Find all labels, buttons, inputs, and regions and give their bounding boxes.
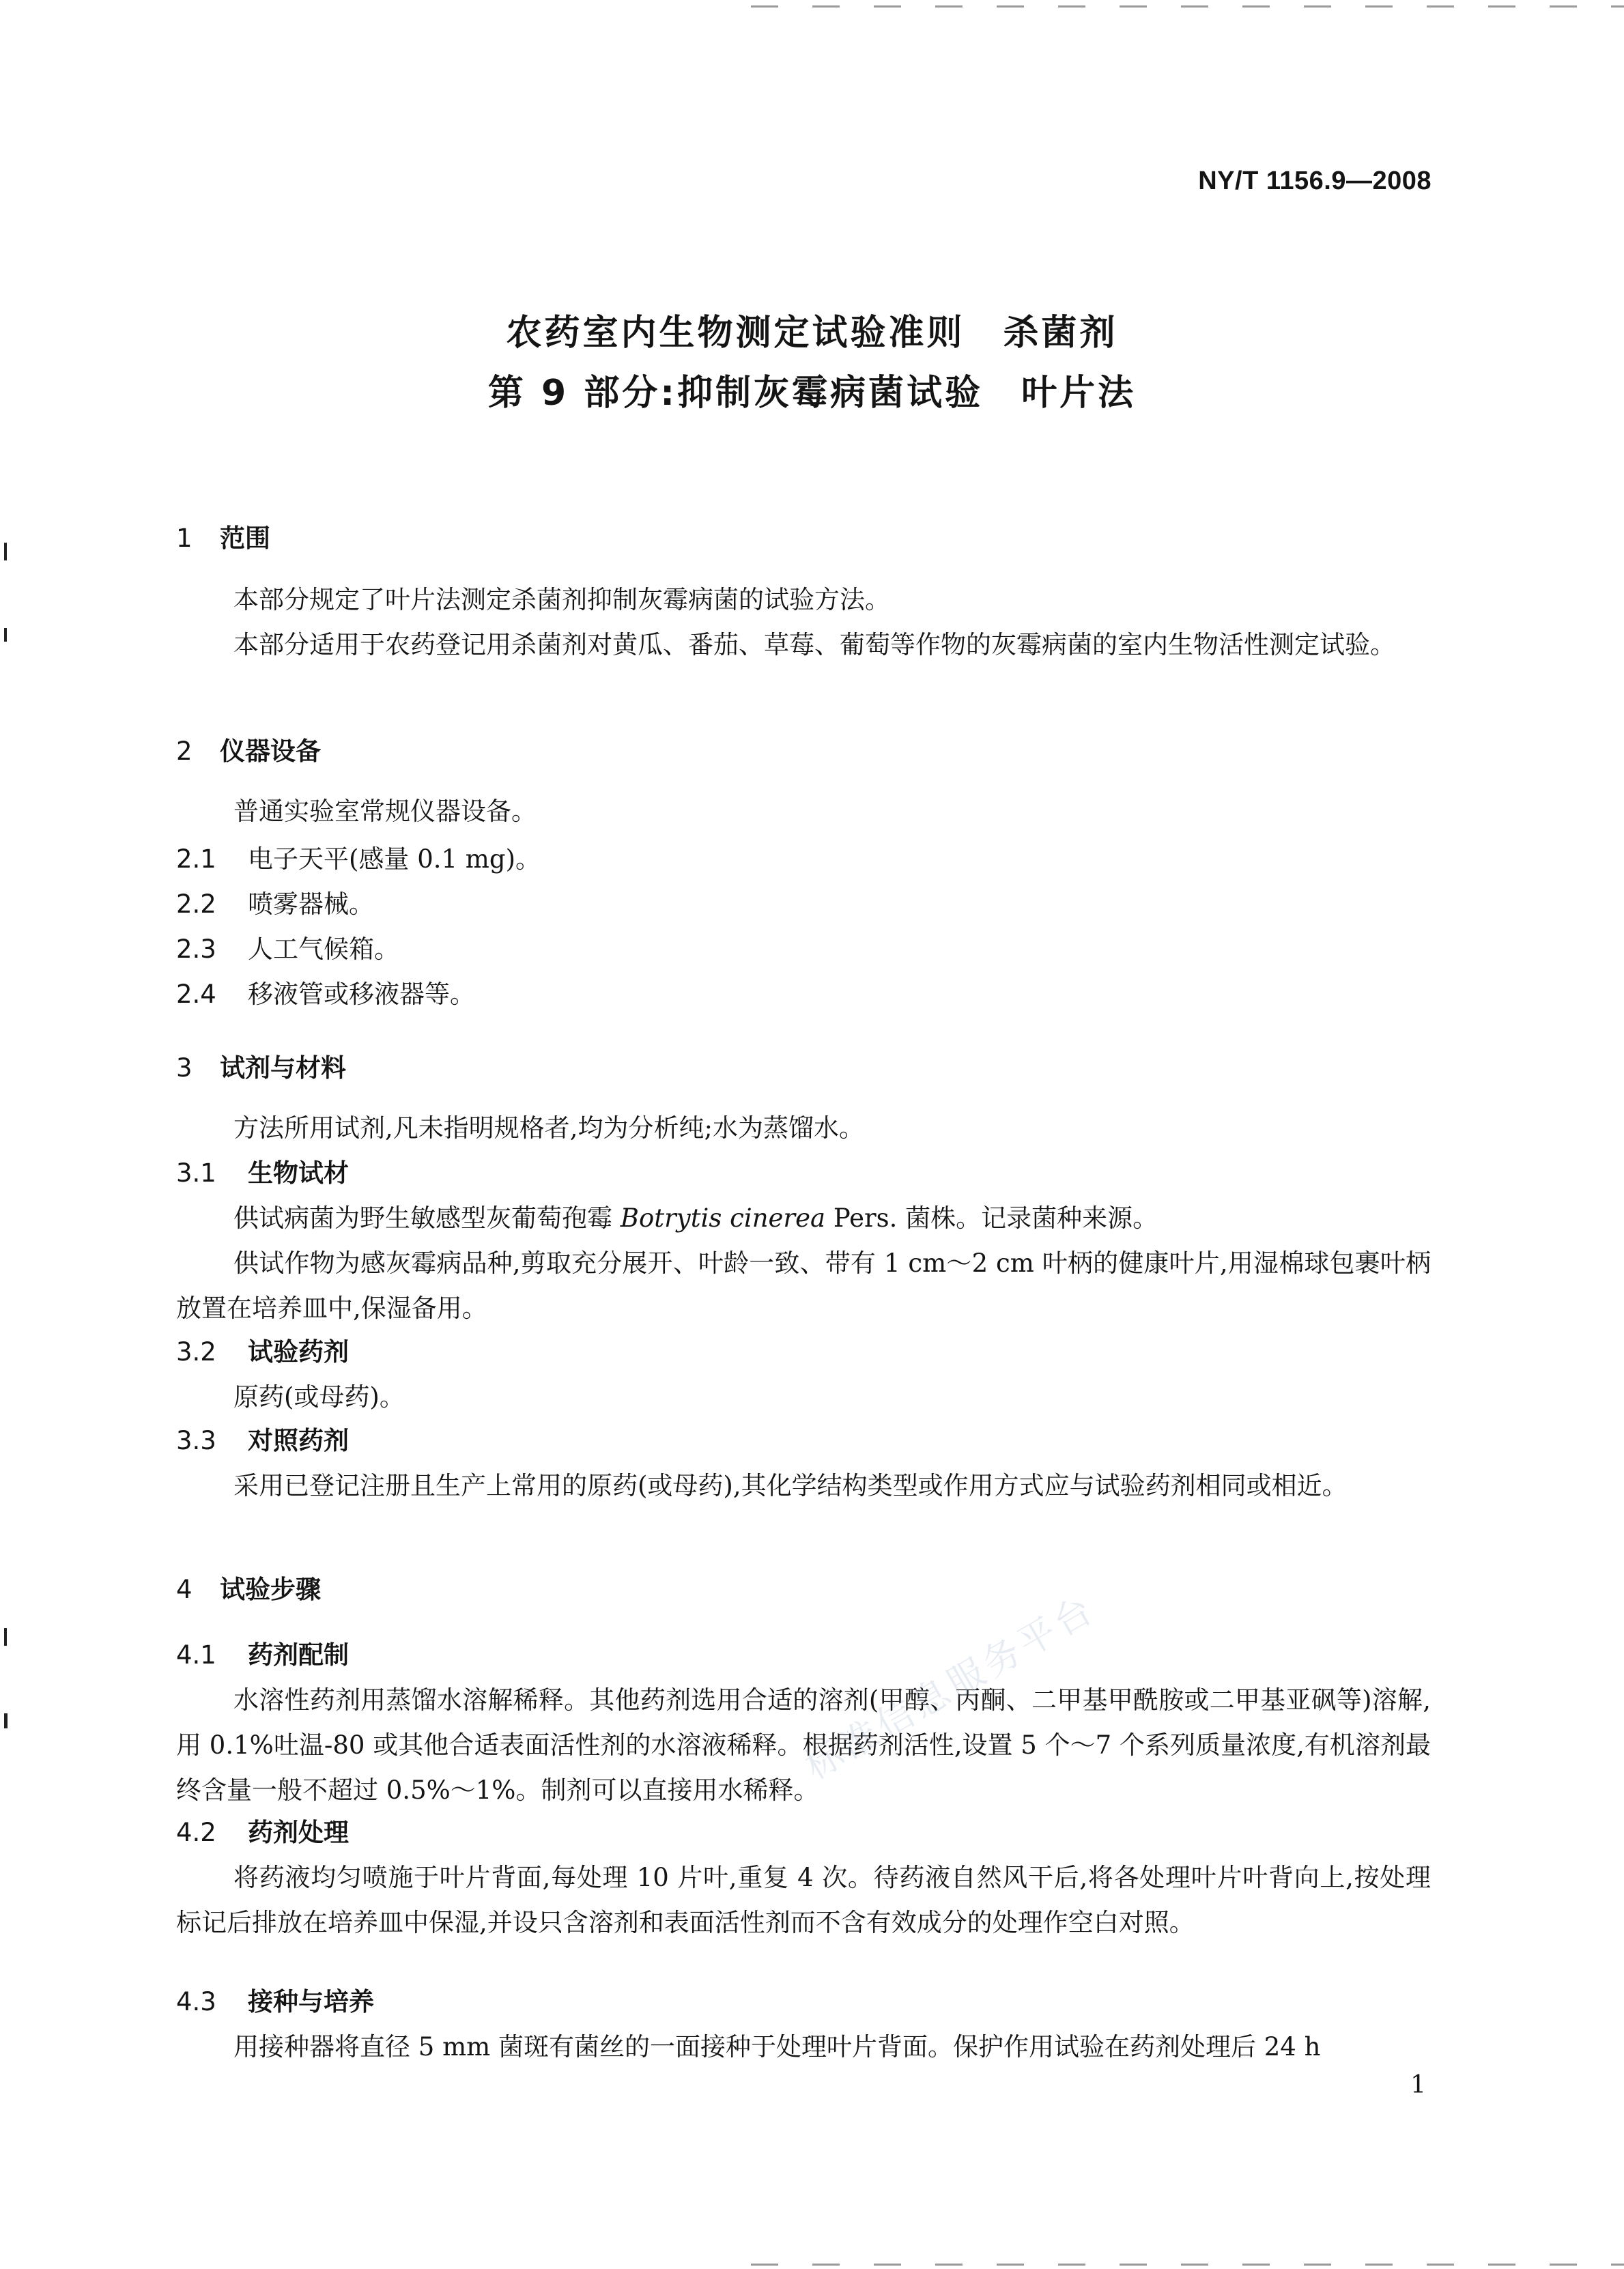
paragraph: 采用已登记注册且生产上常用的原药(或母药),其化学结构类型或作用方式应与试验药剂相同或相近。 xyxy=(233,1471,1348,1500)
paragraph: 将药液均匀喷施于叶片背面,每处理 10 片叶,重复 4 次。待药液自然风干后,将各处理叶片叶背向上,按处理标记后排放在培养皿中保湿,并设只含溶剂和表面活性剂而不含有效成分的处理作空白对照。 xyxy=(176,1863,1431,1937)
scan-margin-mark xyxy=(4,543,7,560)
scan-margin-mark xyxy=(4,628,7,642)
section-heading-1: 1 范围 xyxy=(176,524,270,553)
list-item: 2.1 电子天平(感量 0.1 mg)。 xyxy=(176,844,541,874)
scan-edge-marks xyxy=(751,5,1624,8)
document-title-line-1 xyxy=(0,313,1624,354)
scan-edge-marks xyxy=(751,2264,1624,2266)
paragraph: 普通实验室常规仪器设备。 xyxy=(233,797,537,826)
paragraph: 用接种器将直径 5 mm 菌斑有菌丝的一面接种于处理叶片背面。保护作用试验在药剂处理后 24 h xyxy=(233,2032,1321,2061)
watermark: 标准信息服务平台 xyxy=(797,1586,1103,1788)
section-heading-3: 3 试剂与材料 xyxy=(176,1053,346,1083)
title-main: 农药室内生物测定试验准则 xyxy=(506,313,965,354)
scan-margin-mark xyxy=(4,1628,7,1646)
paragraph: 原药(或母药)。 xyxy=(233,1382,405,1412)
scan-margin-mark xyxy=(4,1713,8,1728)
title-category: 杀菌剂 xyxy=(1003,313,1118,354)
subsection-heading-4-2: 4.2 药剂处理 xyxy=(176,1818,349,1847)
list-item: 2.3 人工气候箱。 xyxy=(176,934,399,964)
section-heading-4: 4 试验步骤 xyxy=(176,1575,321,1604)
standard-code: NY/T 1156.9—2008 xyxy=(1198,167,1431,195)
paragraph: 本部分适用于农药登记用杀菌剂对黄瓜、番茄、草莓、葡萄等作物的灰霉病菌的室内生物活性测定试验。 xyxy=(233,630,1395,659)
title-part: 第 9 部分:抑制灰霉病菌试验 xyxy=(487,373,984,414)
paragraph: 本部分规定了叶片法测定杀菌剂抑制灰霉病菌的试验方法。 xyxy=(233,585,890,614)
section-heading-2: 2 仪器设备 xyxy=(176,737,321,766)
subsection-heading-4-3: 4.3 接种与培养 xyxy=(176,1987,374,2016)
species-name: Botrytis cinerea xyxy=(620,1203,826,1233)
subsection-heading-3-3: 3.3 对照药剂 xyxy=(176,1426,349,1455)
subsection-heading-4-1: 4.1 药剂配制 xyxy=(176,1640,349,1670)
list-item: 2.4 移液管或移液器等。 xyxy=(176,980,475,1009)
title-method: 叶片法 xyxy=(1021,373,1137,414)
subsection-heading-3-1: 3.1 生物试材 xyxy=(176,1158,349,1188)
page-number: 1 xyxy=(1410,2071,1426,2099)
paragraph: 水溶性药剂用蒸馏水溶解稀释。其他药剂选用合适的溶剂(甲醇、丙酮、二甲基甲酰胺或二甲基亚砜等)溶解,用 0.1%吐温-80 或其他合适表面活性剂的水溶液稀释。根据药剂活性,设置 5 个～7 个系列质量浓度,有机溶剂最终含量一般不超过 0.5%～1%。制剂可以直接用水稀释。 xyxy=(176,1685,1431,1805)
document-title-line-2 xyxy=(0,373,1624,414)
paragraph: 供试病菌为野生敏感型灰葡萄孢霉 Botrytis cinerea Pers. 菌株。记录菌种来源。 xyxy=(233,1203,1158,1233)
list-item: 2.2 喷雾器械。 xyxy=(176,889,374,919)
paragraph: 供试作物为感灰霉病品种,剪取充分展开、叶龄一致、带有 1 cm～2 cm 叶柄的健康叶片,用湿棉球包裹叶柄放置在培养皿中,保湿备用。 xyxy=(176,1248,1431,1323)
paragraph: 方法所用试剂,凡未指明规格者,均为分析纯;水为蒸馏水。 xyxy=(233,1113,864,1143)
subsection-heading-3-2: 3.2 试验药剂 xyxy=(176,1337,349,1367)
